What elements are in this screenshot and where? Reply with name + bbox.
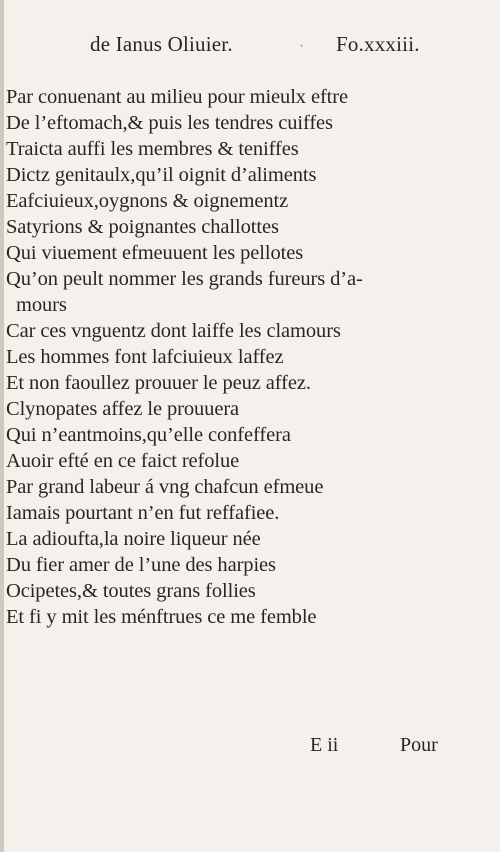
- page-footer: [0, 734, 500, 762]
- verse-line: Ocipetes,& toutes grans follies: [6, 580, 256, 602]
- verse-line: Auoir efté en ce faict refolue: [6, 450, 240, 472]
- verse-line: Et fi y mit les ménftrues ce me femble: [6, 606, 317, 628]
- ornament-dot: ·: [298, 34, 305, 58]
- verse-line: Traicta auffi les membres & teniffes: [6, 138, 299, 160]
- page-header: [0, 32, 500, 62]
- signature-mark: E ii: [310, 734, 339, 756]
- verse-line: Qui n’eantmoins,qu’elle confeffera: [6, 424, 291, 446]
- verse-line: Par conuenant au milieu pour mieulx eftre: [6, 86, 349, 108]
- verse-line: Qu’on peult nommer les grands fureurs d’a-: [6, 268, 363, 290]
- verse-line: Iamais pourtant n’en fut reffafiee.: [6, 502, 280, 524]
- verse-line: Et non faoullez prouuer le peuz affez.: [6, 372, 311, 394]
- verse-block: [6, 84, 466, 630]
- verse-line: Dictz genitaulx,qu’il oignit d’aliments: [6, 164, 317, 186]
- verse-line: Qui viuement efmeuuent les pellotes: [6, 242, 304, 264]
- catchword: Pour: [400, 734, 438, 756]
- running-head: de Ianus Oliuier.: [90, 32, 233, 56]
- verse-line: La adioufta,la noire liqueur née: [6, 528, 261, 550]
- verse-line: Eafciuieux,oygnons & oignementz: [6, 190, 289, 212]
- verse-line-continuation: mours: [16, 294, 67, 316]
- verse-line: Les hommes font lafciuieux laffez: [6, 346, 284, 368]
- verse-line: Car ces vnguentz dont laiffe les clamours: [6, 320, 341, 342]
- verse-line: Par grand labeur á vng chafcun efmeue: [6, 476, 324, 498]
- verse-line: Du fier amer de l’une des harpies: [6, 554, 276, 576]
- verse-line: De l’eftomach,& puis les tendres cuiffes: [6, 112, 333, 134]
- verse-line: Satyrions & poignantes challottes: [6, 216, 279, 238]
- verse-line: Clynopates affez le prouuera: [6, 398, 240, 420]
- folio-number: Fo.xxxiii.: [336, 32, 420, 56]
